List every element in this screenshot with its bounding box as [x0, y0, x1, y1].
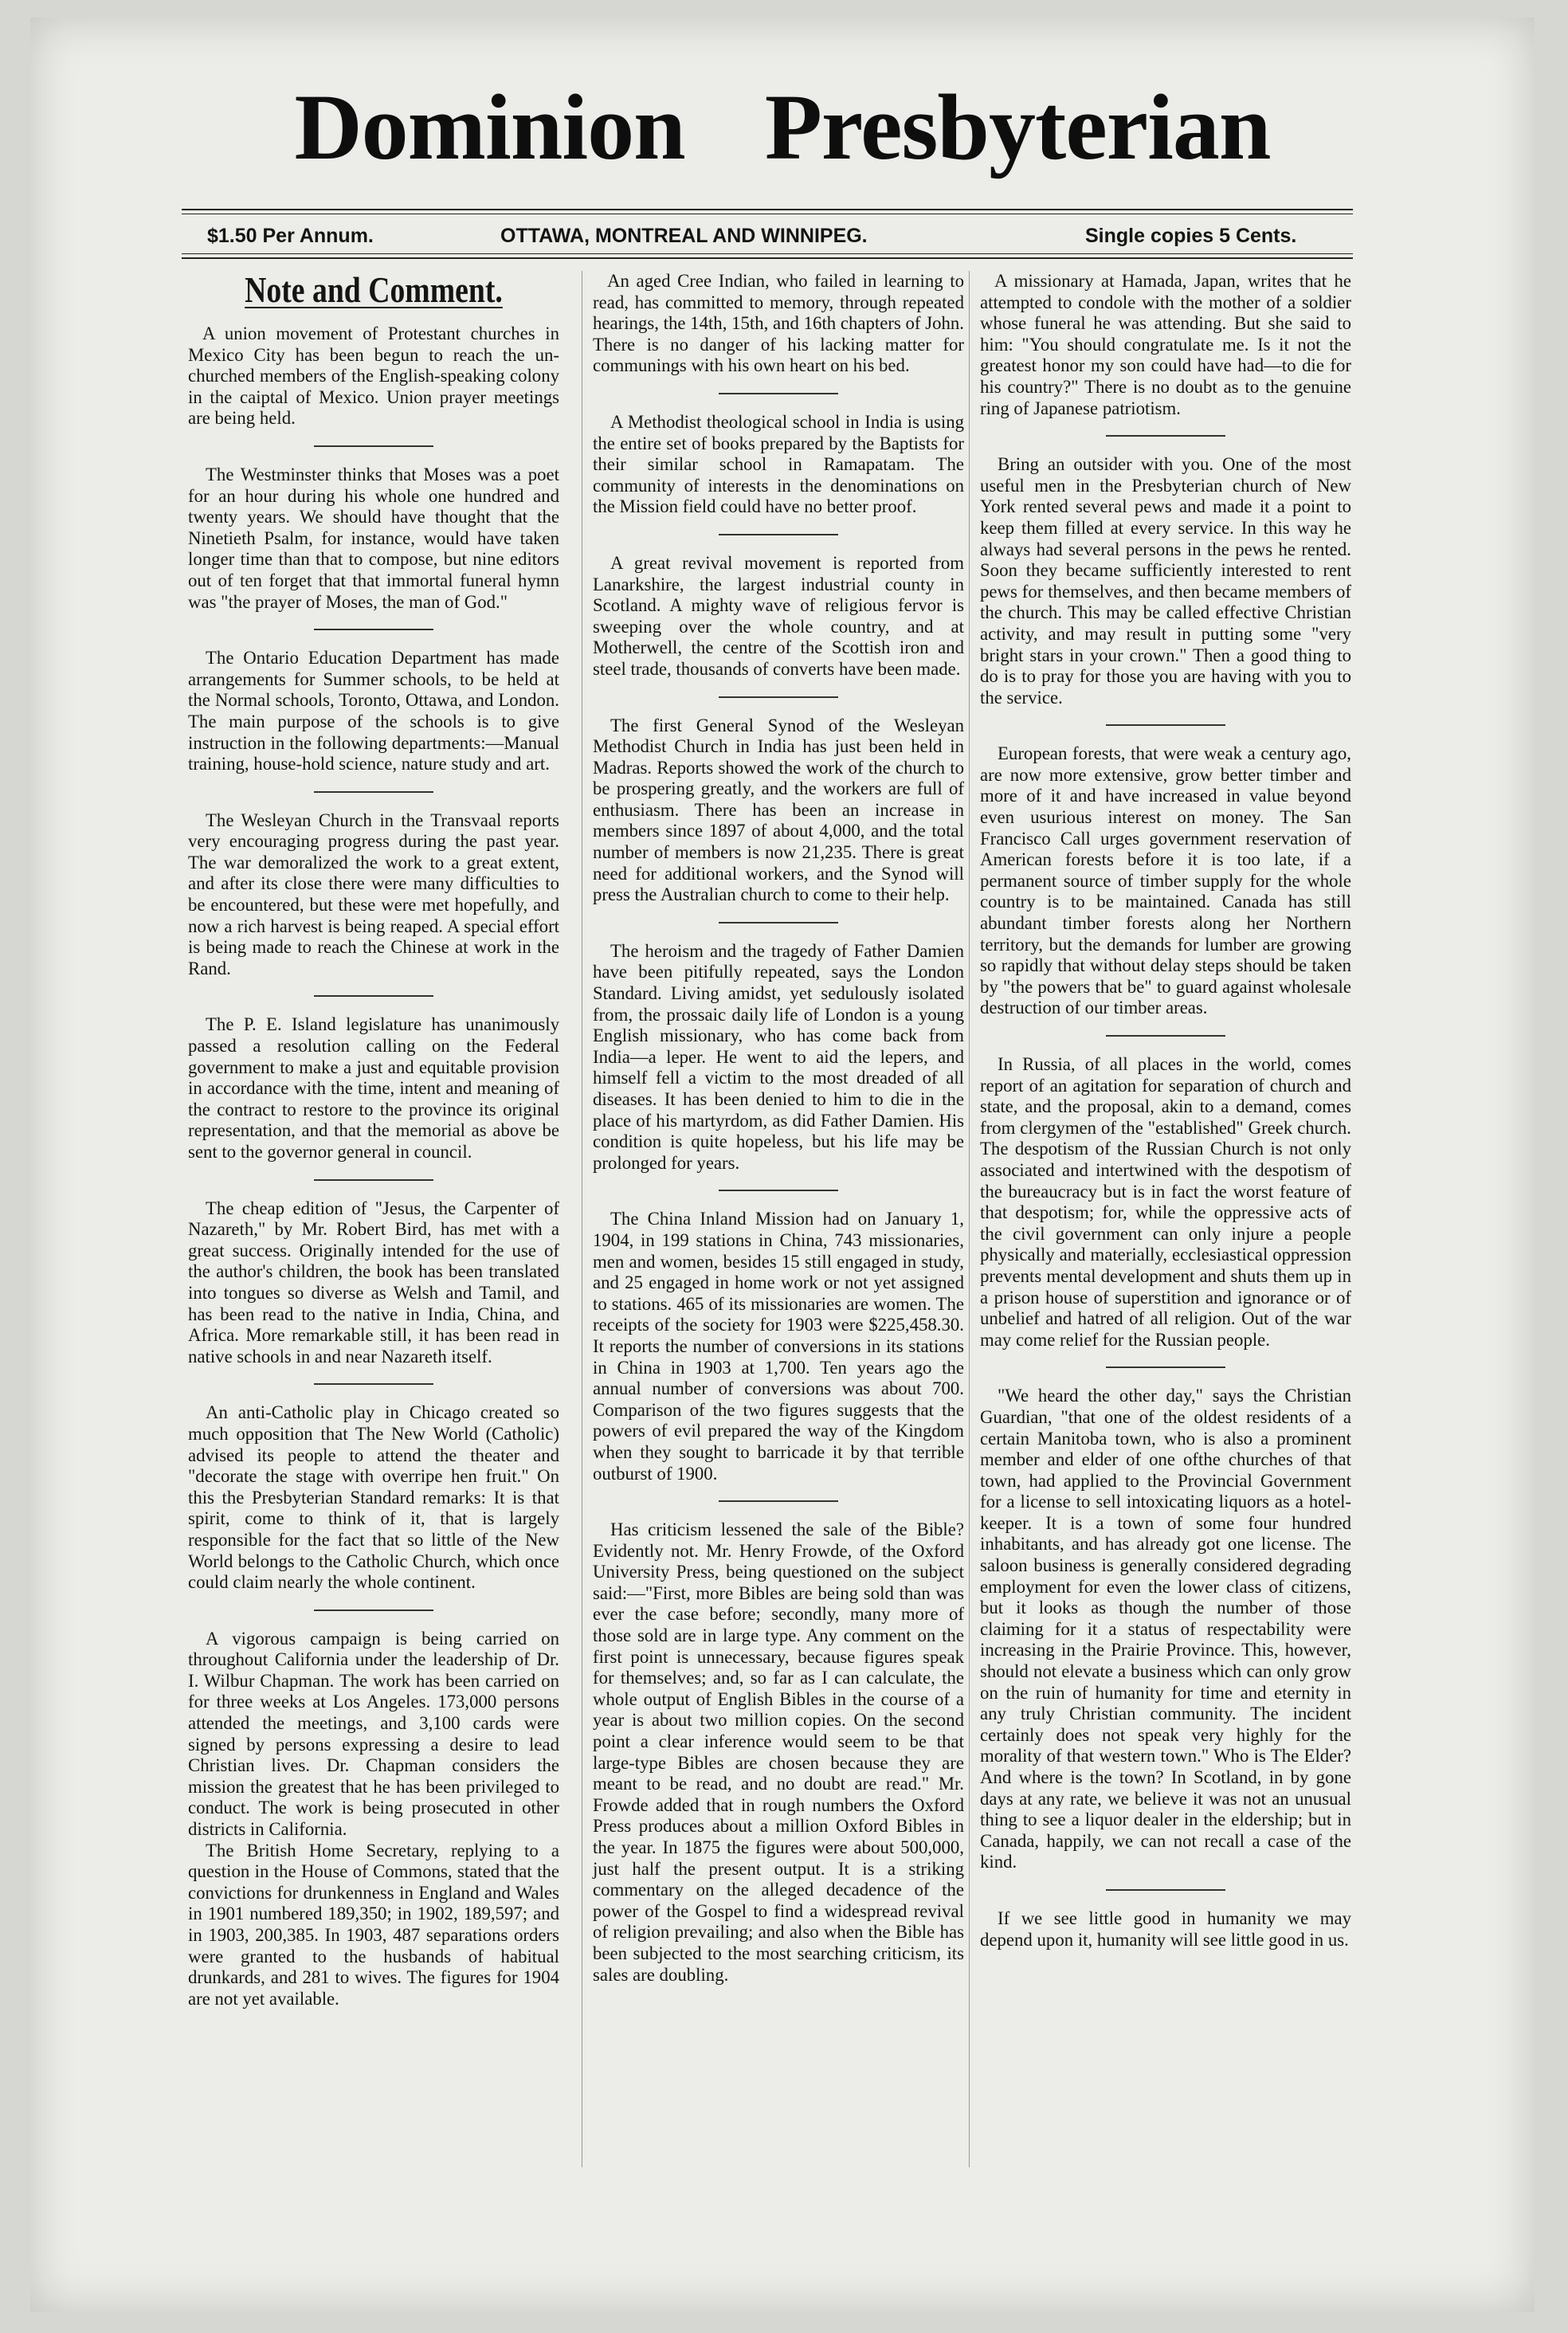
article: A union movement of Protestant churches in Mexico City has been begun to reach the un-churched members of the English-speaking colony in the caiptal of Mexico. Union prayer meetings are being held. [188, 323, 559, 429]
article: A Methodist theological school in India is using the entire set of books prepared by the Baptists for their similar school in Ramapatam. The community of interests in the denominations on the Mission field could have no better proof. [593, 411, 964, 517]
article-separator [1106, 724, 1225, 726]
article-separator [719, 393, 838, 394]
header-rule-top-1 [182, 209, 1353, 210]
article: A great revival movement is reported from Lanarkshire, the largest industrial county in Scotland. A mighty wave of religious fervor is sweeping over the whole country, and at Motherwell, the centre of the Scottish iron and steel trade, thousands of converts have been made. [593, 552, 964, 679]
subscription-price: $1.50 Per Annum. [207, 225, 374, 247]
single-copy-price: Single copies 5 Cents. [1085, 225, 1297, 247]
article-separator [314, 445, 433, 447]
article-separator [719, 1500, 838, 1502]
masthead [30, 73, 1535, 182]
article: The cheap edition of "Jesus, the Carpenter of Nazareth," by Mr. Robert Bird, has met with a great success. Originally intended for the use of the author's children, the book has been translated into tongues so diverse as Welsh and Tamil, and has been read to the native in India, China, and Africa. More remarkable still, it has been read in native schools in and near Nazareth itself. [188, 1198, 559, 1366]
article: The P. E. Island legislature has unanimously passed a resolution calling on the Federal government to make a just and equitable provision in accordance with the time, intent and meaning of the contract to restore to the province its original representation, and that the memorial as above be sent to the governor general in council. [188, 1014, 559, 1162]
article-separator [1106, 1366, 1225, 1368]
article-separator [314, 1610, 433, 1611]
article-separator [314, 1383, 433, 1385]
article: An anti-Catholic play in Chicago created so much opposition that The New World (Catholic) advised its people to attend the theater and "decorate the stage with overripe hen fruit." On this the Presbyterian Standard remarks: It is that spirit, come to think of it, that is largely responsible for the fact that so little of the New World belongs to the Catholic Church, which once could claim nearly the whole continent. [188, 1402, 559, 1593]
article-separator [314, 629, 433, 630]
article-separator [314, 1179, 433, 1181]
article-separator [719, 534, 838, 535]
article: The first General Synod of the Wesleyan Methodist Church in India has just been held in Madras. Reports showed the work of the church to be prospering greatly, and the workers are full of enthusiasm. There has been an increase in members since 1897 of about 4,000, and the total number of members is now 21,235. There is great need for additional workers, and the Synod will press the Australian church to come to their help. [593, 715, 964, 905]
article: European forests, that were weak a century ago, are now more extensive, grow better timber and more of it and have increased in value beyond even usurious interest on money. The San Francisco Call urges government reservation of American forests before it is too late, if a permanent source of timber supply for the whole country is to be maintained. Canada has still abundant timber forests along her Northern territory, but the demands for lumber are growing so rapidly that without delay steps should be taken by "the powers that be" to guard against wholesale destruction of our timber areas. [980, 743, 1351, 1018]
article: "We heard the other day," says the Christian Guardian, "that one of the oldest residents of a certain Manitoba town, who is also a prominent member and elder of one ofthe churches of that town, had applied to the Provincial Government for a license to sell intoxicating liquors as a hotel-keeper. It is a town of some four hundred inhabitants, and has already got one license. The saloon business is generally considered degrading employment for even the lower class of citizens, but it looks as though the number of those claiming for it a status of respectability were increasing in the Prairie Province. This, however, should not elevate a business which can only grow on the ruin of humanity for time and eternity in any truly Christian community. The incident certainly does not speak very highly for the morality of that western town." Who is The Elder? And where is the town? In Scotland, in by gone days at any rate, we believe it was not an unusual thing to see a liquor dealer in the eldership; but in Canada, happily, we can not recall a case of the kind. [980, 1386, 1351, 1872]
article: An aged Cree Indian, who failed in learning to read, has committed to memory, through repeated hearings, the 14th, 15th, and 16th chapters of John. There is no danger of his lacking matter for communings with his own heart on his bed. [593, 271, 964, 376]
article: The Wesleyan Church in the Transvaal reports very encouraging progress during the past year. The war demoralized the work to a great extent, and after its close there were many difficulties to be encountered, but these were met hopefully, and now a rich harvest is being reaped. A special effort is being made to reach the Chinese at work in the Rand. [188, 810, 559, 978]
article: The China Inland Mission had on January 1, 1904, in 199 stations in China, 743 missionaries, men and women, besides 15 still engaged in study, and 25 engaged in home work or not yet assigned to stations. 465 of its missionaries are women. The receipts of the society for 1903 were $225,458.30. It reports the number of conversions in its stations in China in 1903 at 1,700. Ten years ago the annual number of conversions was about 700. Comparison of the two figures suggests that the powers of evil prepared the way of the Kingdom when they sought to barricade it by that terrible outburst of 1900. [593, 1209, 964, 1484]
article: In Russia, of all places in the world, comes report of an agitation for separation of church and state, and the proposal, akin to a demand, comes from clergymen of the "established" Greek church. The despotism of the Russian Church is not only associated and intertwined with the despotism of the bureaucracy but is in fact the worst feature of that despotism; for, while the oppressive acts of the civil government can only injure a people physically and materially, ecclesiastical oppression prevents mental development and shuts them up in a prison house of superstition and ignorance or of unbelief and hatred of all religion. Out of the war may come relief for the Russian people. [980, 1054, 1351, 1350]
article: Has criticism lessened the sale of the Bible? Evidently not. Mr. Henry Frowde, of the Oxford University Press, being questioned on the subject said:—"First, more Bibles are being sold than was ever the case before; secondly, many more of those sold are in large type. Any comment on the first point is unnecessary, because figures speak for themselves; and, so far as I can calculate, the whole output of English Bibles in the course of a year is about two million copies. On the second point a clear inference would seem to be that large-type Bibles are chosen because they are meant to be read, and no doubt are read." Mr. Frowde added that in rough numbers the Oxford Press produces about a million Oxford Bibles in the year. In 1875 the figures were about 500,000, just half the present output. It is a striking commentary on the alleged decadence of the power of the Gospel to find a widespread revival of religion prevailing; and also when the Bible has been subjected to the most searching criticism, its sales are doubling. [593, 1519, 964, 1985]
column-title: Note and Comment. [245, 269, 503, 310]
article-separator [719, 696, 838, 698]
article-separator [719, 922, 838, 923]
article: The British Home Secretary, replying to a question in the House of Commons, stated that the convictions for drunkenness in England and Wales in 1901 numbered 189,350; in 1902, 189,597; and in 1903, 200,385. In 1903, 487 separations orders were granted to the husbands of habitual drunkards, and 281 to wives. The figures for 1904 are not yet available. [188, 1840, 559, 2009]
article: Bring an outsider with you. One of the most useful men in the Presbyterian church of New York rented several pews and made it a point to keep them filled at every service. In this way he always had several persons in the pews he rented. Soon they became sufficiently interested to rent pews for themselves, and then became members of the church. This may be called effective Christian activity, and may result in putting some "very bright stars in your crown." Then a good thing to do is to pray for those you are having with you to the service. [980, 454, 1351, 708]
article-separator [1106, 1035, 1225, 1037]
article-separator [1106, 435, 1225, 437]
article-separator [719, 1190, 838, 1191]
article: The Westminster thinks that Moses was a poet for an hour during his whole one hundred and twenty years. We should have thought that the Ninetieth Psalm, for instance, would have taken longer time than that to compose, but nine editors out of ten forget that that immortal funeral hymn was "the prayer of Moses, the man of God." [188, 464, 559, 612]
publication-cities: OTTAWA, MONTREAL AND WINNIPEG. [500, 225, 868, 247]
article: A missionary at Hamada, Japan, writes that he attempted to condole with the mother of a soldier whose funeral he was attending. But she said to him: "You should congratulate me. Is it not the greatest honor my son could have had—to die for his country?" There is no doubt as to the genuine ring of Japanese patriotism. [980, 271, 1351, 418]
column-3 [980, 271, 1351, 1951]
column-2 [593, 271, 964, 1986]
newspaper-page [30, 18, 1535, 2312]
masthead-word-presbyterian: Presbyterian [764, 75, 1271, 179]
article-separator [1106, 1889, 1225, 1891]
header-rule-bottom-1 [182, 253, 1353, 254]
column-divider-2 [969, 271, 970, 2167]
article: The Ontario Education Department has made arrangements for Summer schools, to be held at the Normal schools, Toronto, Ottawa, and London. The main purpose of the schools is to give instruction in the following departments:—Manual training, house-hold science, nature study and art. [188, 648, 559, 774]
masthead-word-dominion: Dominion [294, 75, 685, 179]
article: A vigorous campaign is being carried on throughout California under the leadership of Dr. I. Wilbur Chapman. The work has been carried on for three weeks at Los Angeles. 173,000 persons attended the meetings, and 3,100 cards were signed by persons expressing a desire to lead Christian lives. Dr. Chapman considers the mission the greatest that he has been privileged to conduct. The work is being prosecuted in other districts in California. [188, 1628, 559, 1840]
article: The heroism and the tragedy of Father Damien have been pitifully repeated, says the London Standard. Living amidst, yet sedulously isolated from, the prossaic daily life of London is a young English missionary, who has come back from India—a leper. He went to aid the lepers, and himself fell a victim to the most dreaded of all diseases. It has been denied to him to die in the place of his martyrdom, as did Father Damien. His condition is quite hopeless, but his life may be prolonged for years. [593, 940, 964, 1173]
article: If we see little good in humanity we may depend upon it, humanity will see little good in us. [980, 1908, 1351, 1950]
article-separator [314, 995, 433, 997]
header-rule-bottom-2 [182, 257, 1353, 259]
article-separator [314, 791, 433, 793]
column-1 [188, 271, 559, 2010]
